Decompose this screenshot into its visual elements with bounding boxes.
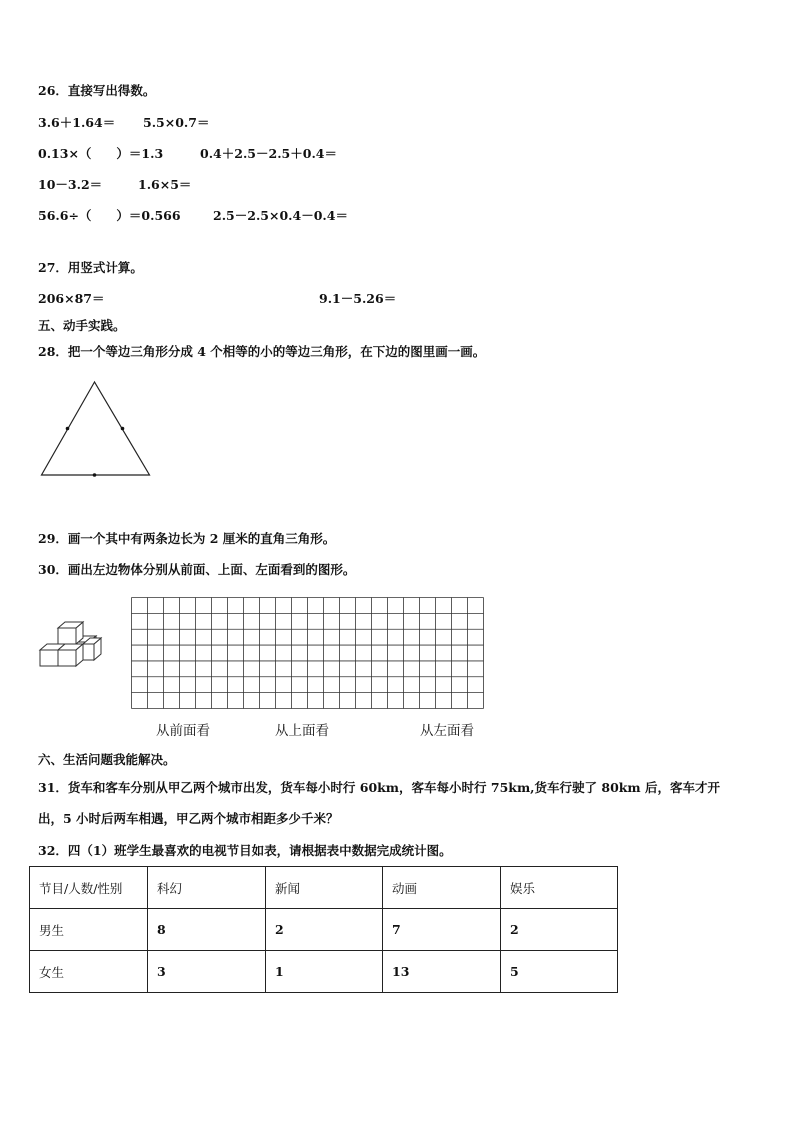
table-cell: 女生	[30, 951, 148, 993]
q26-expr-4a: 56.6÷（ ）＝0.566	[38, 208, 181, 223]
table-header-cell: 新闻	[266, 867, 383, 909]
table-cell: 8	[148, 909, 266, 951]
q26-expr-2b: 0.4＋2.5－2.5＋0.4＝	[200, 146, 337, 161]
table-cell: 2	[266, 909, 383, 951]
table-cell: 2	[501, 909, 618, 951]
drawing-grid[interactable]	[131, 597, 484, 709]
q31-line-2: 出，5 小时后两车相遇，甲乙两个城市相距多少千米？	[38, 811, 339, 826]
cube-face	[58, 628, 76, 644]
table-cell: 1	[266, 951, 383, 993]
table-cell: 7	[383, 909, 501, 951]
midpoint-bottom	[93, 473, 97, 477]
q27-item-1: 206×87＝	[38, 291, 105, 306]
tv-program-table	[29, 866, 618, 993]
section-6-heading: 六、生活问题我能解决。	[38, 752, 176, 767]
q26-expr-1a: 3.6＋1.64＝	[38, 115, 116, 130]
stacked-cubes-figure	[36, 618, 106, 672]
equilateral-triangle-figure	[36, 378, 156, 482]
q26-expr-4b: 2.5－2.5×0.4－0.4＝	[213, 208, 348, 223]
q27-item-2: 9.1－5.26＝	[319, 291, 397, 306]
table-row	[30, 909, 618, 951]
table-cell: 男生	[30, 909, 148, 951]
q30-title: 30．画出左边物体分别从前面、上面、左面看到的图形。	[38, 562, 356, 577]
q26-expr-3a: 10－3.2＝	[38, 177, 103, 192]
cube-face	[83, 644, 94, 660]
q26-expr-3b: 1.6×5＝	[138, 177, 192, 192]
q32-title: 32．四（1）班学生最喜欢的电视节目如表，请根据表中数据完成统计图。	[38, 843, 452, 858]
section-5-heading: 五、动手实践。	[38, 318, 126, 333]
caption-front-view: 从前面看	[156, 723, 210, 739]
q26-title: 26．直接写出得数。	[38, 83, 156, 98]
midpoint-left	[66, 427, 70, 431]
table-header-cell: 娱乐	[501, 867, 618, 909]
caption-left-view: 从左面看	[420, 723, 474, 739]
midpoint-right	[121, 427, 125, 431]
table-row	[30, 951, 618, 993]
q26-expr-1b: 5.5×0.7＝	[143, 115, 210, 130]
table-header-cell: 科幻	[148, 867, 266, 909]
table-cell: 5	[501, 951, 618, 993]
q26-expr-2a: 0.13×（ ）＝1.3	[38, 146, 164, 161]
table-cell: 13	[383, 951, 501, 993]
q27-title: 27．用竖式计算。	[38, 260, 143, 275]
table-header-cell: 节目/人数/性别	[30, 867, 148, 909]
q29-title: 29．画一个其中有两条边长为 2 厘米的直角三角形。	[38, 531, 336, 546]
caption-top-view: 从上面看	[275, 723, 329, 739]
table-cell: 3	[148, 951, 266, 993]
q31-line-1: 31．货车和客车分别从甲乙两个城市出发，货车每小时行 60km，客车每小时行 75km,货车行驶了 80km 后，客车才开	[38, 780, 721, 795]
table-header-row	[30, 867, 618, 909]
cube-face	[40, 650, 58, 666]
cube-face	[58, 650, 76, 666]
triangle-outline	[42, 382, 150, 475]
q28-title: 28．把一个等边三角形分成 4 个相等的小的等边三角形，在下边的图里画一画。	[38, 344, 486, 359]
table-header-cell: 动画	[383, 867, 501, 909]
